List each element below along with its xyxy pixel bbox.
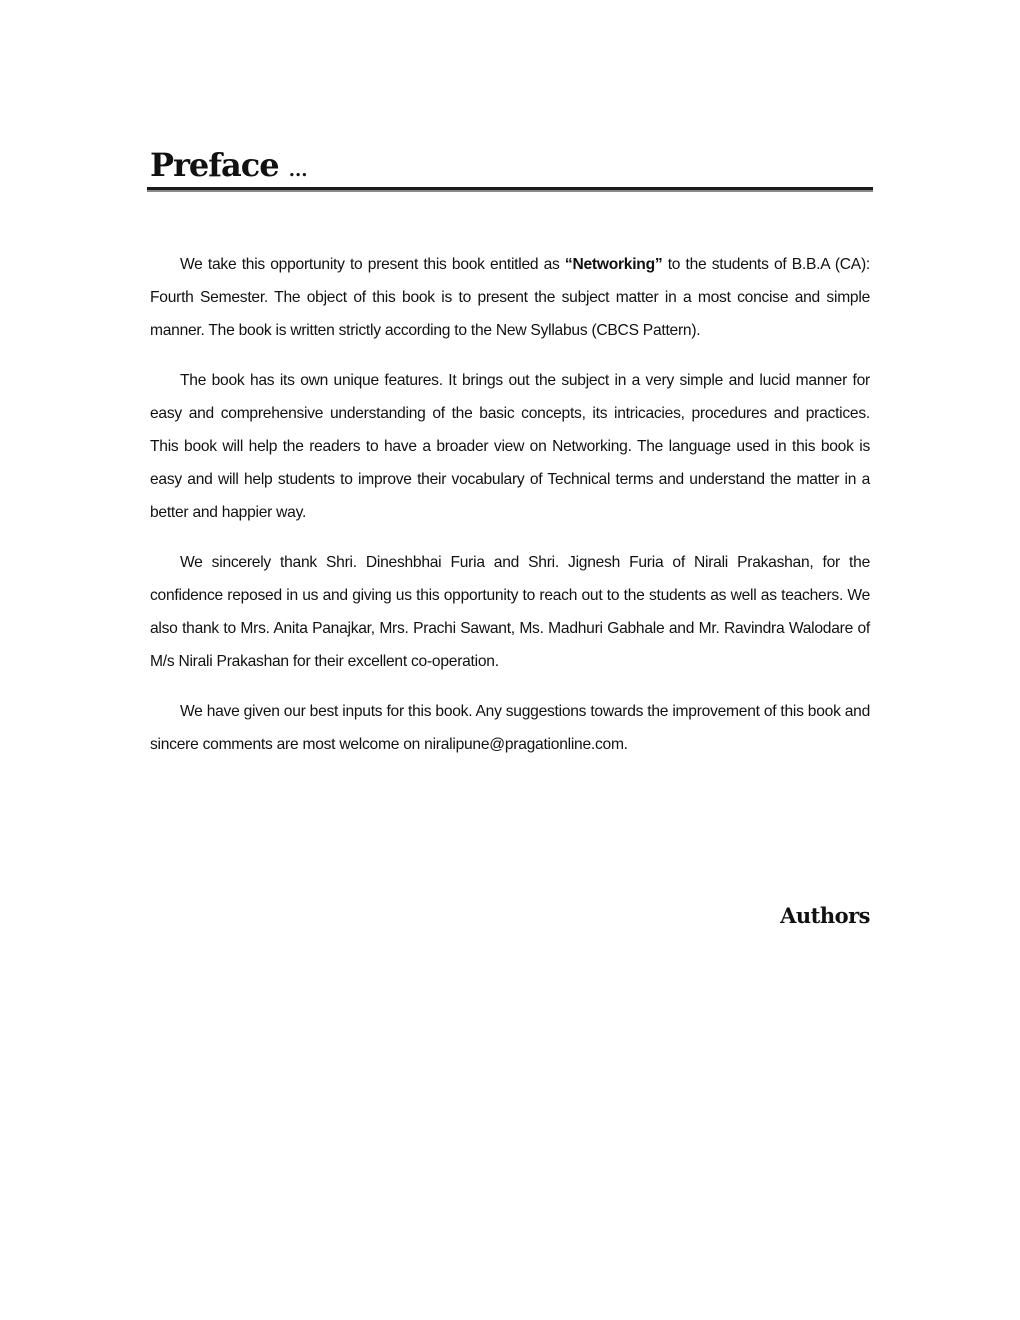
- paragraph-intro: [150, 248, 870, 347]
- title-ellipsis: ...: [288, 160, 308, 181]
- title-underline: [147, 187, 873, 190]
- paragraph-features: The book has its own unique features. It brings out the subject in a very simple and lucid manner for easy and comprehensive understanding of the basic concepts, its intricacies, procedures and practices. This book will help the readers to have a broader view on Networking. The language used in this book is easy and will help students to improve their vocabulary of Technical terms and understand the matter in a better and happier way.: [150, 372, 870, 521]
- intro-text-end: to the students of B.B.A (CA): Fourth Semester. The object of this book is to present the subject matter in a most concise and simple manner. The book is written strictly according to the New Syllabus (CBCS Pattern).: [150, 256, 870, 339]
- paragraph-thanks: We sincerely thank Shri. Dineshbhai Furia and Shri. Jignesh Furia of Nirali Prakashan, for the confidence reposed in us and giving us this opportunity to reach out to the students as well as teachers. We also thank to Mrs. Anita Panajkar, Mrs. Prachi Sawant, Ms. Madhuri Gabhale and Mr. Ravindra Walodare of M/s Nirali Prakashan for their excellent co-operation.: [150, 554, 870, 670]
- authors-signature: Authors: [780, 903, 870, 928]
- paragraph-suggestions: We have given our best inputs for this book. Any suggestions towards the improvement of this book and sincere comments are most welcome on niralipune@pragationline.com.: [150, 703, 870, 753]
- preface-body: [150, 248, 870, 778]
- book-title: “Networking”: [564, 256, 663, 273]
- page-title: [150, 146, 308, 184]
- intro-text-start: We take this opportunity to present this book entitled as: [180, 256, 565, 273]
- title-text: Preface: [150, 146, 279, 184]
